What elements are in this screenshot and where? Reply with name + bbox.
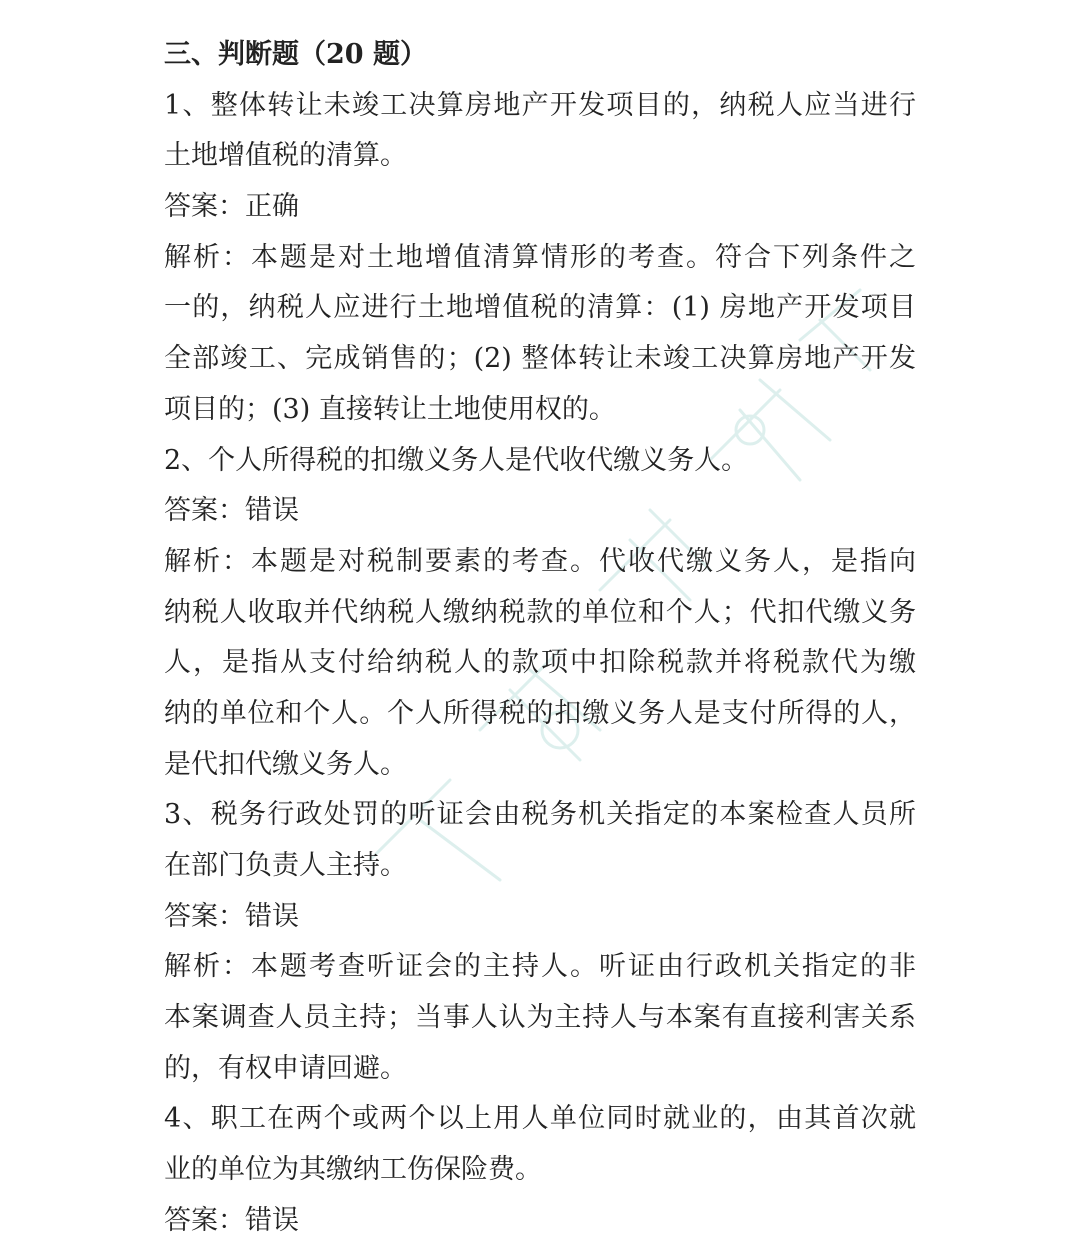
text-line: 业的单位为其缴纳工伤保险费。 (164, 1154, 542, 1186)
answer-line: 答案：错误 (164, 495, 299, 527)
text-line: 3、税务行政处罚的听证会由税务机关指定的本案检查人员所 (164, 799, 916, 831)
text-line: 土地增值税的清算。 (164, 140, 407, 172)
answer-line: 答案：正确 (164, 191, 299, 223)
text-line: 纳的单位和个人。个人所得税的扣缴义务人是支付所得的人， (164, 697, 916, 729)
text-line: 本案调查人员主持；当事人认为主持人与本案有直接利害关系 (164, 1002, 916, 1034)
answer-line: 答案：错误 (164, 900, 299, 932)
text-line: 纳税人收取并代纳税人缴纳税款的单位和个人；代扣代缴义务 (164, 596, 916, 628)
text-line: 的，有权申请回避。 (164, 1052, 407, 1084)
text-line: 解析：本题是对税制要素的考查。代收代缴义务人，是指向 (164, 545, 916, 577)
text-line: 1、整体转让未竣工决算房地产开发项目的，纳税人应当进行 (164, 89, 916, 121)
section-heading: 三、判断题（20 题） (164, 39, 427, 70)
text-line: 4、职工在两个或两个以上用人单位同时就业的，由其首次就 (164, 1103, 916, 1135)
text-line: 项目的；(3) 直接转让土地使用权的。 (164, 393, 616, 425)
text-line: 解析：本题考查听证会的主持人。听证由行政机关指定的非 (164, 951, 916, 983)
answer-line: 答案：错误 (164, 1204, 299, 1236)
document-page (164, 30, 916, 1247)
text-line: 解析：本题是对土地增值清算情形的考查。符合下列条件之 (164, 241, 916, 273)
text-line: 人，是指从支付给纳税人的款项中扣除税款并将税款代为缴 (164, 647, 916, 679)
text-line: 2、个人所得税的扣缴义务人是代收代缴义务人。 (164, 444, 749, 476)
text-line: 全部竣工、完成销售的；(2) 整体转让未竣工决算房地产开发 (164, 343, 916, 375)
text-line: 一的，纳税人应进行土地增值税的清算：(1) 房地产开发项目 (164, 292, 916, 324)
text-line: 在部门负责人主持。 (164, 850, 407, 881)
text-line: 是代扣代缴义务人。 (164, 748, 407, 780)
